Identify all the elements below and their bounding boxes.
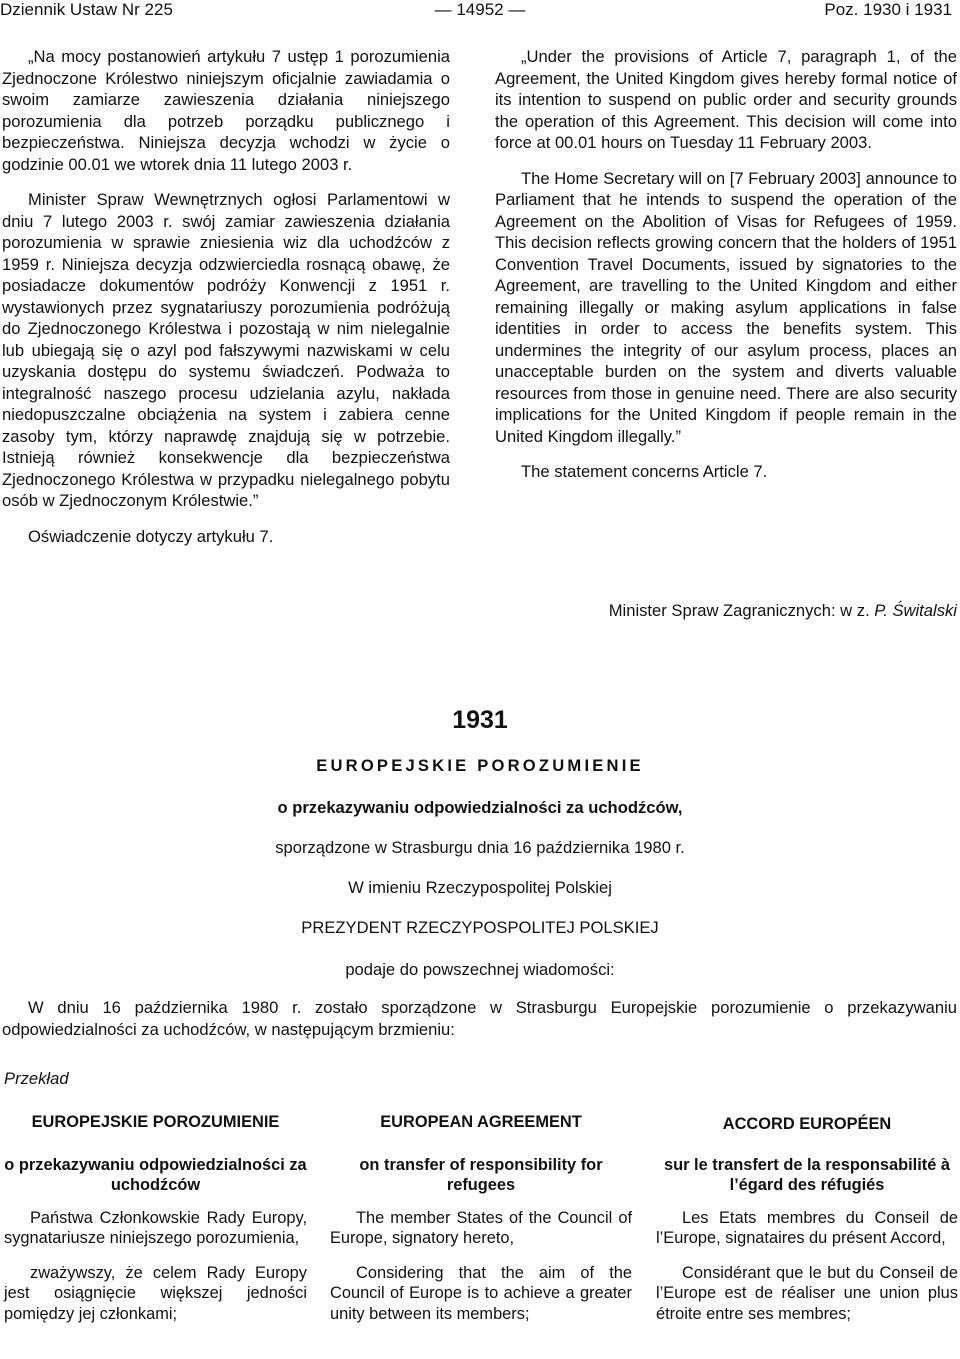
president-line: PREZYDENT RZECZYPOSPOLITEJ POLSKIEJ [301, 918, 659, 937]
journal-title: Dziennik Ustaw Nr 225 [0, 0, 173, 19]
polish-notice-column [2, 46, 450, 561]
french-text-column [656, 1112, 958, 1338]
translation-label: Przekład [4, 1069, 69, 1088]
polish-paragraph-1: Państwa Członkowskie Rady Europy, sygnatariusze niniejszego porozumienia, [4, 1208, 307, 1247]
polish-statement: Oświadczenie dotyczy artykułu 7. [28, 526, 274, 546]
announce-line: podaje do powszechnej wiadomości: [345, 960, 615, 979]
polish-text-column [4, 1112, 307, 1338]
section-subtitle: o przekazywaniu odpowiedzialności za uchodźców, [277, 798, 683, 817]
english-notice-quote: „Under the provisions of Article 7, paragraph 1, of the Agreement, the United Kingdom gives hereby formal notice of its intention to suspend on public order and security grounds the operation of this Agreement. This decision will come into force at 00.01 hours on Tuesday 11 February 2003. [495, 47, 957, 152]
section-number: 1931 [452, 706, 508, 734]
section-title: EUROPEJSKIE POROZUMIENIE [316, 756, 644, 775]
french-title: ACCORD EUROPÉEN [722, 1115, 892, 1133]
minister-signature [495, 601, 957, 621]
signature-prefix: Minister Spraw Zagranicznych: w z. [608, 601, 875, 620]
on-behalf-line: W imieniu Rzeczypospolitej Polskiej [348, 878, 612, 897]
french-paragraph-1: Les Etats membres du Conseil de l’Europe, signataires du présent Accord, [656, 1208, 958, 1247]
page-number: — 14952 — [434, 0, 526, 19]
polish-title: EUROPEJSKIE POROZUMIENIE [31, 1113, 280, 1131]
english-title: EUROPEAN AGREEMENT [380, 1113, 582, 1131]
polish-notice-quote: „Na mocy postanowień artykułu 7 ustęp 1 porozumienia Zjednoczone Królestwo niniejszym oficjalnie zawiadamia o swoim zamiarze zawieszenia działania niniejszego porozumienia dla potrzeb porządku publicznego i bezpieczeństwa. Niniejsza decyzja wchodzi w życie o godzinie 00.01 we wtorek dnia 11 lutego 2003 r. [2, 47, 450, 174]
signature-name: P. Świtalski [874, 601, 957, 620]
french-paragraph-2: Considérant que le but du Conseil de l’Europe est de réaliser une union plus étroite entre ses membres; [656, 1263, 958, 1323]
english-notice-paragraph: The Home Secretary will on [7 February 2003] announce to Parliament that he intends to suspend the operation of the Agreement on the Abolition of Visas for Refugees of 1959. This decision reflects growing concern that the holders of 1951 Convention Travel Documents, issued by signatories to the Agreement, are travelling to the United Kingdom and either remaining illegally or making asylum applications in false identities in order to access the benefits system. This undermines the integrity of our asylum process, places an unacceptable burden on the system and diverts valuable resources from those in genuine need. There are also security implications for the United Kingdom if people remain in the United Kingdom illegally.” [495, 168, 957, 446]
english-notice-column [495, 46, 957, 497]
polish-subtitle: o przekazywaniu odpowiedzialności za uchodźców [4, 1155, 307, 1194]
polish-paragraph-2: zważywszy, że celem Rady Europy jest osiągnięcie większej jedności pomiędzy jej członkami; [4, 1263, 307, 1323]
page-header [0, 0, 960, 20]
french-subtitle: sur le transfert de la responsabilité à l’égard des réfugiés [663, 1155, 951, 1194]
english-statement: The statement concerns Article 7. [521, 462, 768, 481]
drawn-up-line: sporządzone w Strasburgu dnia 16 października 1980 r. [275, 838, 685, 857]
english-paragraph-1: The member States of the Council of Europe, signatory hereto, [330, 1208, 632, 1247]
position-reference: Poz. 1930 i 1931 [824, 0, 952, 19]
polish-notice-paragraph: Minister Spraw Wewnętrznych ogłosi Parlamentowi w dniu 7 lutego 2003 r. swój zamiar zawieszenia działania porozumienia w sprawie zniesienia wiz dla uchodźców z 1959 r. Niniejsza decyzja odzwierciedla rosnącą obawę, że posiadacze dokumentów podróży Konwencji z 1951 r. wystawionych przez sygnatariuszy porozumienia podróżują do Zjednoczonego Królestwa i pozostają w nim nielegalnie lub ubiegają się o azyl pod fałszywymi nazwiskami w celu uzyskania dostępu do systemu świadczeń. Podważa to integralność naszego procesu udzielania azylu, nakłada niedopuszczalne obciążenia na system i zabiera cenne zasoby tym, którzy naprawdę znajdują się w potrzebie. Istnieją również konsekwencje dla bezpieczeństwa Zjednoczonego Królestwa w przypadku nielegalnego pobytu osób w Zjednoczonym Królestwie.” [2, 190, 450, 510]
english-text-column [330, 1112, 632, 1338]
intro-paragraph: W dniu 16 października 1980 r. zostało sporządzone w Strasburgu Europejskie porozumienie o przekazywaniu odpowiedzialności za uchodźców, w następującym brzmieniu: [2, 998, 957, 1039]
english-subtitle: on transfer of responsibility for refugees [359, 1155, 603, 1194]
english-paragraph-2: Considering that the aim of the Council of Europe is to achieve a greater unity between its members; [330, 1263, 632, 1323]
